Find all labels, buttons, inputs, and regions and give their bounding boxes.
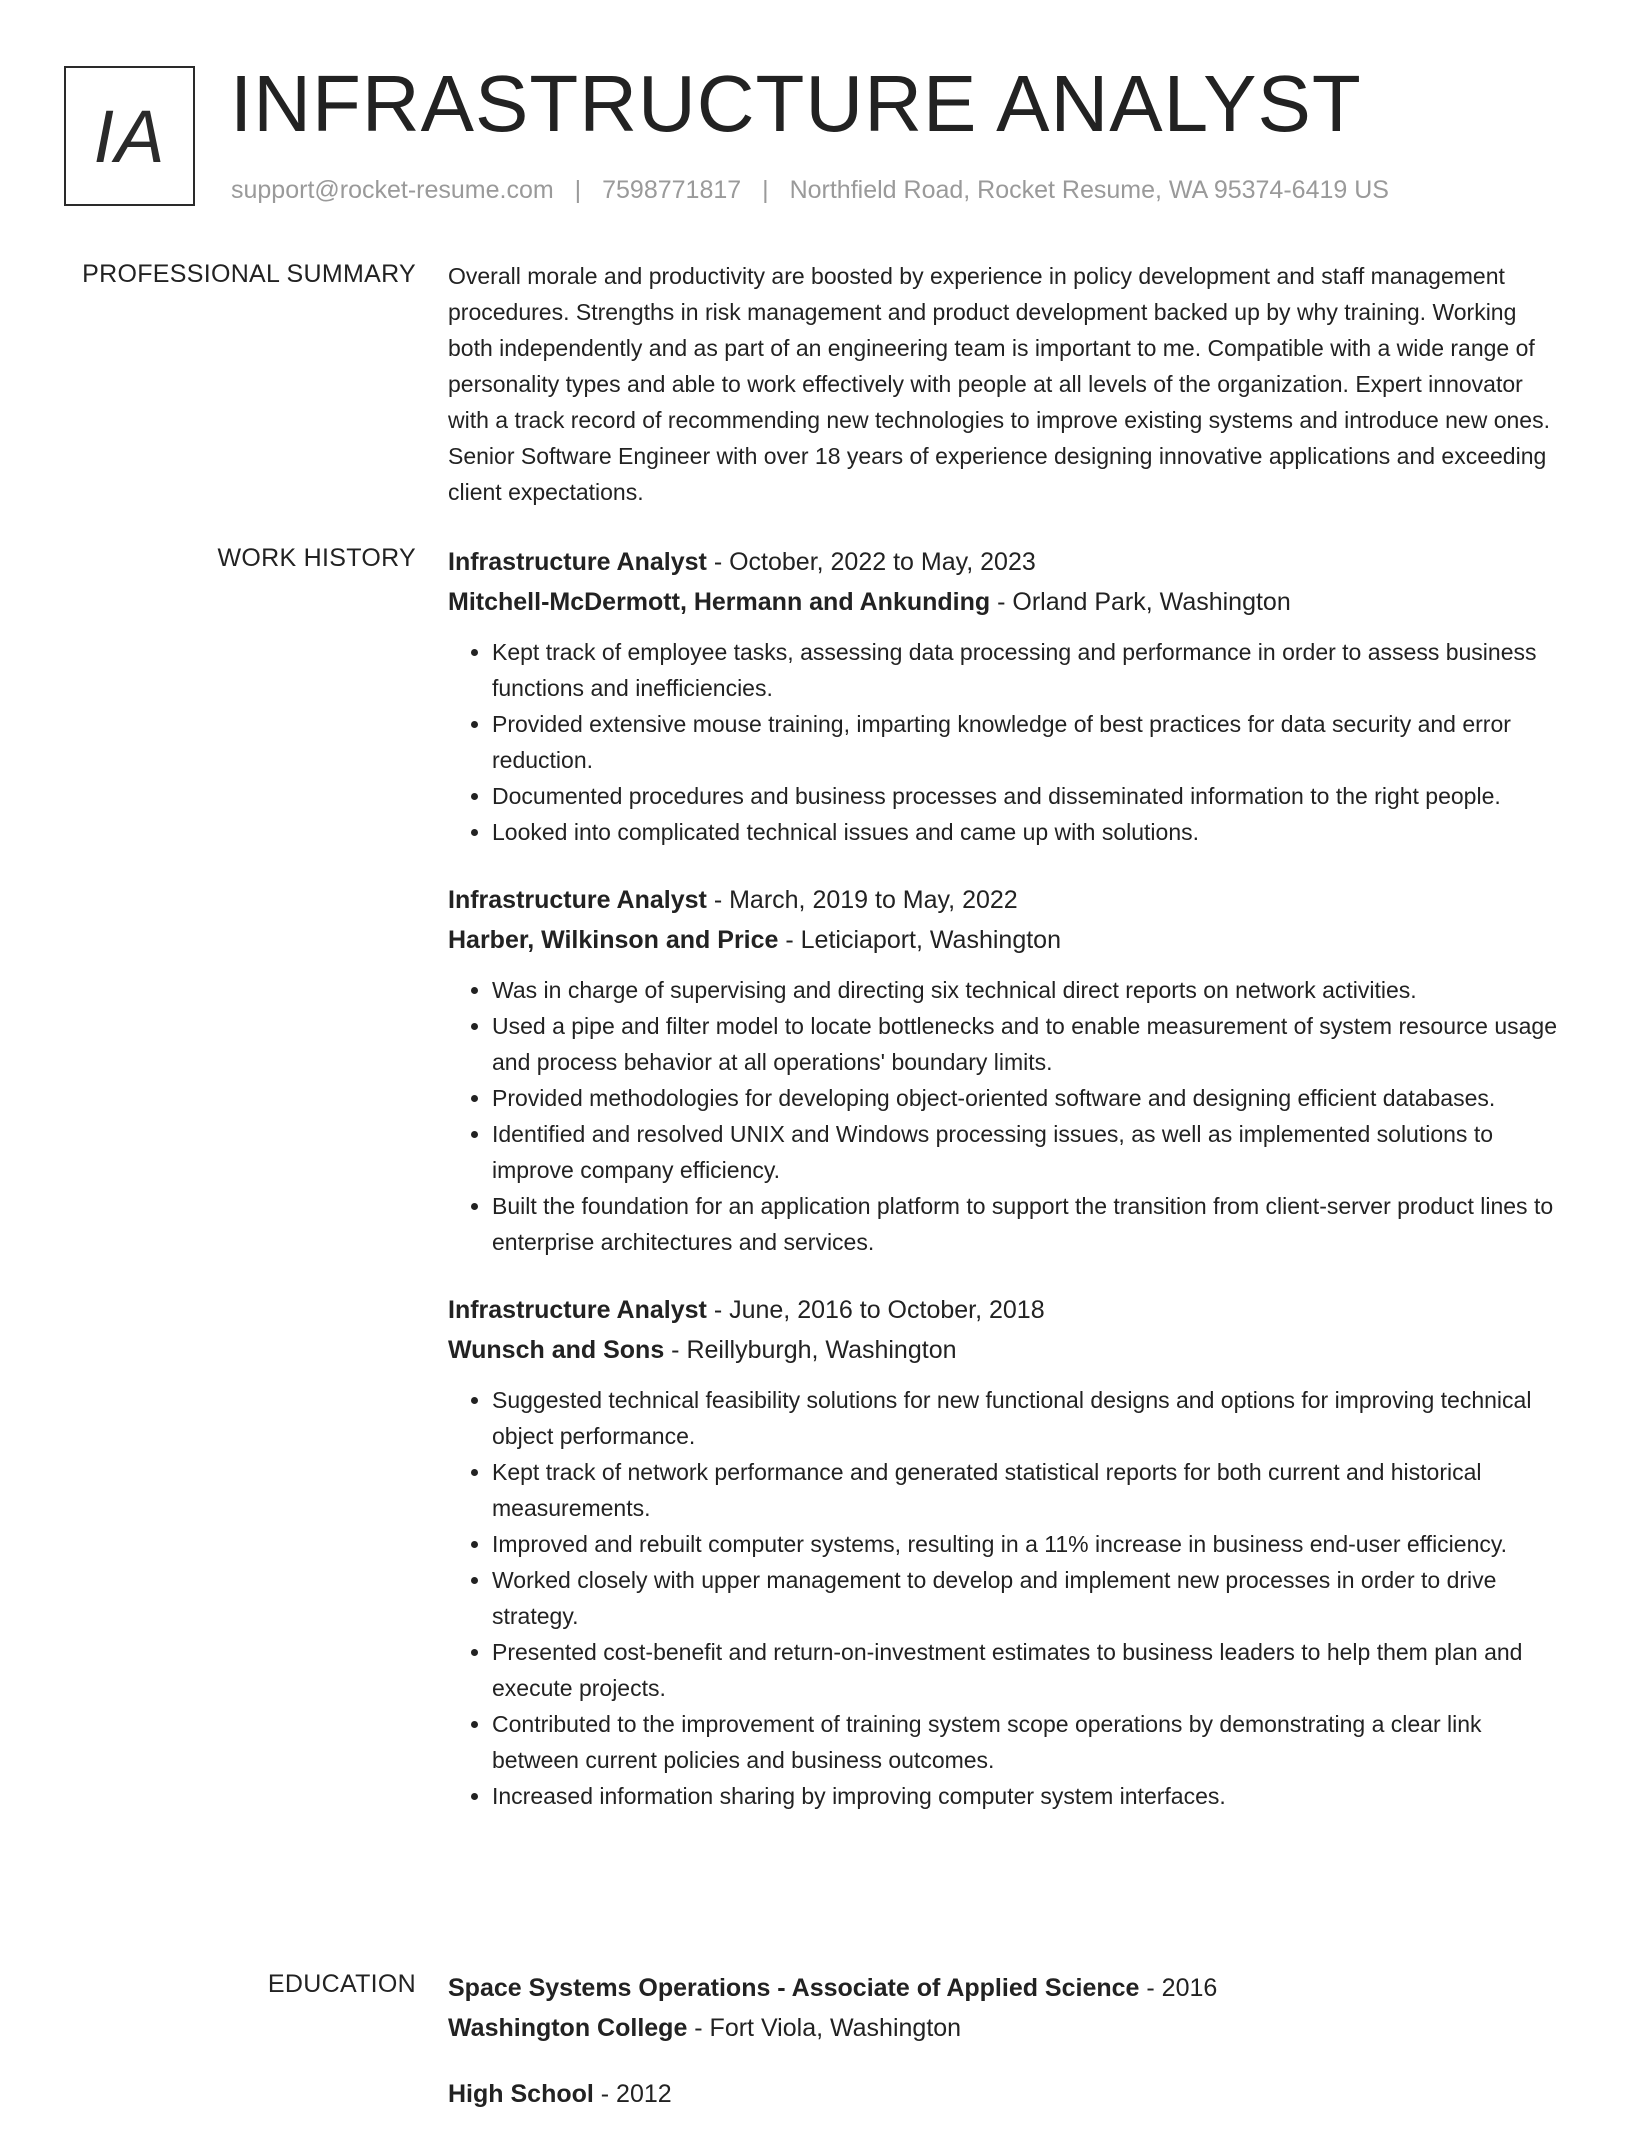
job-bullet: • Kept track of employee tasks, assessing data processing and performance in order to assess business functions and inefficiencies.	[492, 634, 1566, 706]
contact-line	[231, 176, 1389, 205]
job-title: Infrastructure Analyst	[448, 548, 707, 576]
job-bullet: • Contributed to the improvement of training system scope operations by demonstrating a clear link between current policies and business outcomes.	[492, 1706, 1566, 1778]
job-bullet: • Used a pipe and filter model to locate bottlenecks and to enable measurement of system resource usage and process behavior at all operations' boundary limits.	[492, 1008, 1566, 1080]
contact-separator: |	[574, 176, 582, 204]
edu-degree-line	[448, 2074, 1566, 2114]
job-location: - Leticiaport, Washington	[778, 926, 1061, 954]
edu-degree: Space Systems Operations - Associate of Applied Science	[448, 1974, 1140, 2002]
job-bullet: • Was in charge of supervising and directing six technical direct reports on network activities.	[492, 972, 1566, 1008]
summary-body	[448, 258, 1566, 510]
job-bullet-list	[448, 972, 1566, 1260]
edu-location: - Fort Viola, Washington	[687, 2014, 962, 2042]
job-bullet: • Improved and rebuilt computer systems, resulting in a 11% increase in business end-user efficiency.	[492, 1526, 1566, 1562]
contact-separator: |	[762, 176, 769, 204]
job-company-line	[448, 920, 1566, 960]
job-bullet: • Presented cost-benefit and return-on-investment estimates to business leaders to help them plan and execute projects.	[492, 1634, 1566, 1706]
edu-degree-line	[448, 1968, 1566, 2008]
job-bullet: • Identified and resolved UNIX and Windows processing issues, as well as implemented solutions to improve company efficiency.	[492, 1116, 1566, 1188]
edu-school-line	[448, 2008, 1566, 2048]
job-dates: - March, 2019 to May, 2022	[706, 886, 1018, 914]
job-bullet-list	[448, 1382, 1566, 1814]
job-title: Infrastructure Analyst	[448, 1296, 707, 1324]
job-bullet: • Built the foundation for an application platform to support the transition from client-server product lines to enterprise architectures and services.	[492, 1188, 1566, 1260]
monogram-badge: IA	[64, 66, 195, 206]
job-dates: - June, 2016 to October, 2018	[706, 1296, 1045, 1324]
job-bullet-list	[448, 634, 1566, 850]
education-entry	[448, 2074, 1566, 2114]
contact-address: Northfield Road, Rocket Resume, WA 95374-6419 US	[789, 176, 1389, 204]
education-entry	[448, 1968, 1566, 2048]
job-dates: - October, 2022 to May, 2023	[706, 548, 1036, 576]
contact-phone: 7598771817	[602, 176, 742, 204]
edu-degree: High School	[448, 2080, 594, 2108]
job-title-line	[448, 1290, 1566, 1330]
job-company: Wunsch and Sons	[448, 1336, 665, 1364]
job-company-line	[448, 582, 1566, 622]
contact-email: support@rocket-resume.com	[231, 176, 554, 204]
job-location: - Orland Park, Washington	[990, 588, 1291, 616]
job-bullet: • Documented procedures and business processes and disseminated information to the right people.	[492, 778, 1566, 814]
education-body	[448, 1968, 1566, 2140]
job-bullet: • Looked into complicated technical issues and came up with solutions.	[492, 814, 1566, 850]
edu-year: - 2016	[1139, 1974, 1218, 2002]
work-history-heading: WORK HISTORY	[217, 544, 416, 572]
work-history-body	[448, 542, 1566, 1844]
job-bullet: • Provided extensive mouse training, imparting knowledge of best practices for data security and error reduction.	[492, 706, 1566, 778]
job-title-line	[448, 880, 1566, 920]
job-location: - Reillyburgh, Washington	[664, 1336, 957, 1364]
summary-heading: PROFESSIONAL SUMMARY	[82, 260, 416, 288]
job-entry	[448, 542, 1566, 850]
job-bullet: • Provided methodologies for developing object-oriented software and designing efficient databases.	[492, 1080, 1566, 1116]
page-title: INFRASTRUCTURE ANALYST	[230, 59, 1362, 148]
education-heading: EDUCATION	[267, 1970, 416, 1998]
job-company: Harber, Wilkinson and Price	[448, 926, 779, 954]
job-entry	[448, 1290, 1566, 1814]
summary-text: Overall morale and productivity are boosted by experience in policy development and staff management procedures. Strengths in risk management and product development backed up by why training. Working both independently and as part of an engineering team is important to me. Compatible with a wide range of personality types and able to work effectively with people at all levels of the organization. Expert innovator with a track record of recommending new technologies to improve existing systems and introduce new ones. Senior Software Engineer with over 18 years of experience designing innovative applications and exceeding client expectations.	[448, 263, 1550, 505]
job-bullet: • Suggested technical feasibility solutions for new functional designs and options for improving technical object performance.	[492, 1382, 1566, 1454]
job-bullet: • Worked closely with upper management to develop and implement new processes in order to drive strategy.	[492, 1562, 1566, 1634]
job-bullet: • Kept track of network performance and generated statistical reports for both current and historical measurements.	[492, 1454, 1566, 1526]
job-company: Mitchell-McDermott, Hermann and Ankunding	[448, 588, 991, 616]
job-entry	[448, 880, 1566, 1260]
edu-school: Washington College	[448, 2014, 688, 2042]
job-company-line	[448, 1330, 1566, 1370]
job-bullet: • Increased information sharing by improving computer system interfaces.	[492, 1778, 1566, 1814]
job-title: Infrastructure Analyst	[448, 886, 707, 914]
job-title-line	[448, 542, 1566, 582]
edu-year: - 2012	[593, 2080, 672, 2108]
